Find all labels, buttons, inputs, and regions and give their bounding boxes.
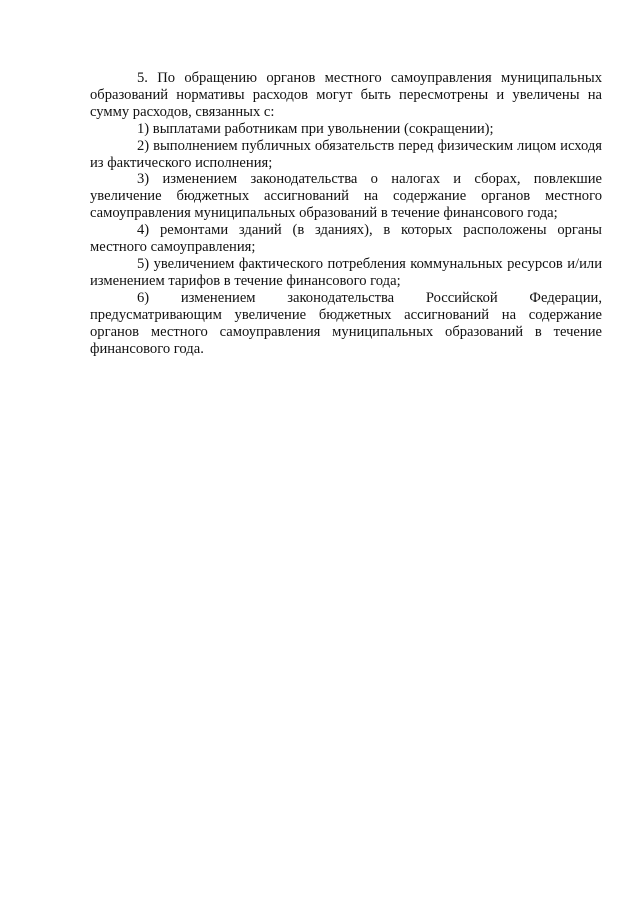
paragraph-intro: 5. По обращению органов местного самоуправления муниципальных образований нормативы расходов могут быть пересмотрены и увеличены на сумму расходов, связанных с: xyxy=(90,70,602,120)
list-item-6: 6) изменением законодательства Российской Федерации, предусматривающим увеличение бюджетных ассигнований на содержание органов местного самоуправления муниципальных образований в течение финансового года. xyxy=(90,289,602,357)
list-item-4: 4) ремонтами зданий (в зданиях), в которых расположены органы местного самоуправления; xyxy=(90,222,602,256)
list-item-1: 1) выплатами работникам при увольнении (сокращении); xyxy=(137,120,494,137)
list-item-2: 2) выполнением публичных обязательств перед физическим лицом исходя из фактического исполнения; xyxy=(90,137,602,171)
list-item-3: 3) изменением законодательства о налогах и сборах, повлекшие увеличение бюджетных ассигнований на содержание органов местного самоуправления муниципальных образований в течение финансового года; xyxy=(90,171,602,222)
document-body xyxy=(90,70,602,357)
list-item-5: 5) увеличением фактического потребления коммунальных ресурсов и/или изменением тарифов в течение финансового года; xyxy=(90,255,602,289)
